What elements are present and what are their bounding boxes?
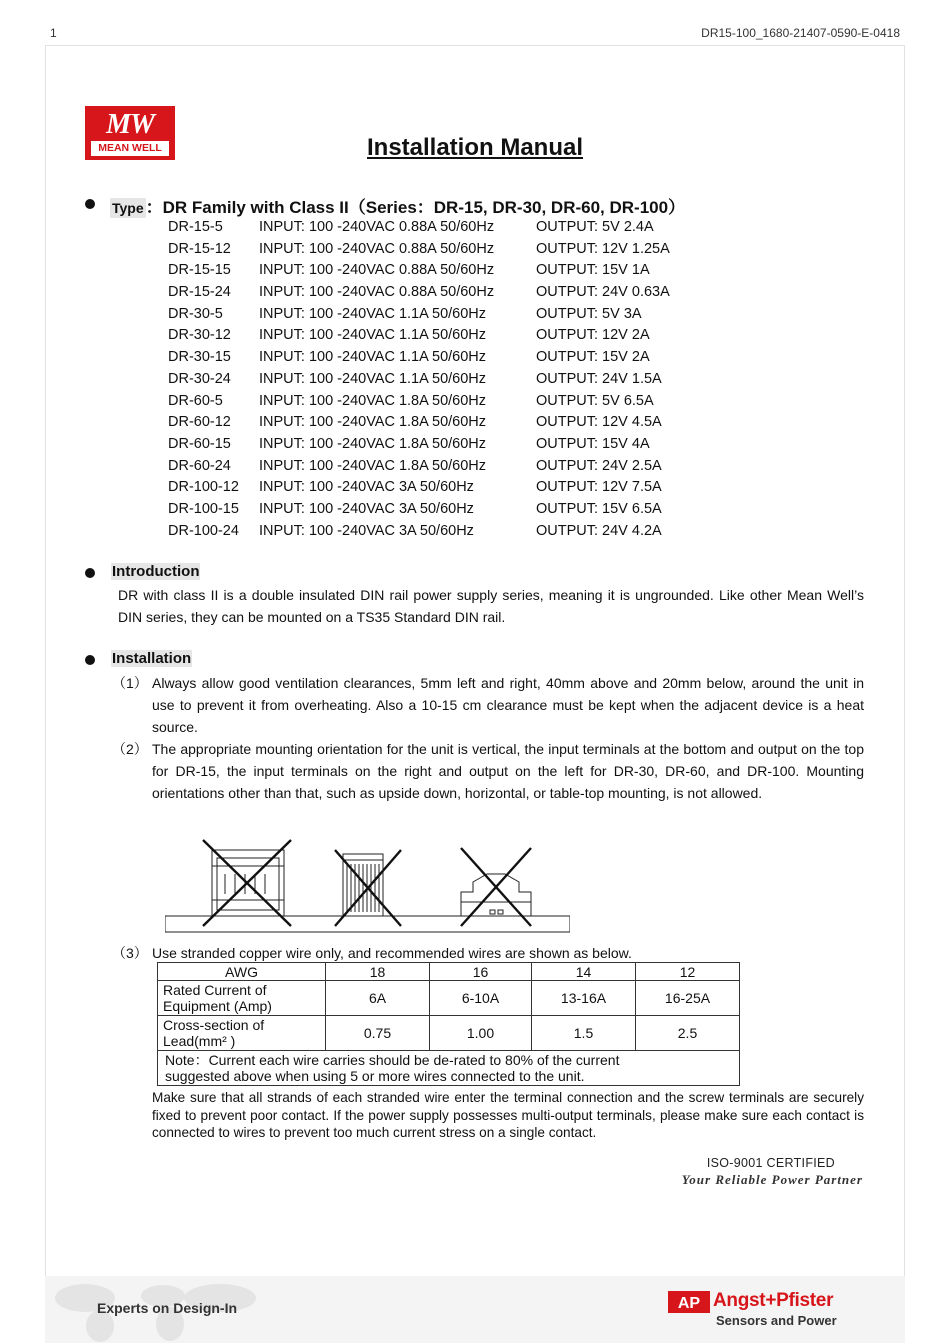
input-spec: INPUT: 100 -240VAC 1.1A 50/60Hz xyxy=(259,305,487,322)
installation-heading: Installation xyxy=(112,650,192,667)
iso-certification: ISO-9001 CERTIFIED xyxy=(706,1156,835,1170)
model-name: DR-15-12 xyxy=(168,240,231,257)
table-cell: 18 xyxy=(326,963,430,981)
item-2-text: The appropriate mounting orientation for the unit is vertical, the input terminals at the bottom and output on the top for DR-15, the input terminals on the right and output on the left for DR-30, DR-60, and DR-100. Mounting orientations other than that, such as upside down, horizontal, or table-top mounting, is not allowed. xyxy=(152,741,864,801)
input-spec: INPUT: 100 -240VAC 0.88A 50/60Hz xyxy=(259,240,495,257)
item-3-number: （3） xyxy=(112,945,148,961)
table-cell: 12 xyxy=(636,963,740,981)
slogan: Your Reliable Power Partner xyxy=(681,1172,863,1187)
awg-header: AWG xyxy=(158,963,326,981)
input-spec: INPUT: 100 -240VAC 3A 50/60Hz xyxy=(259,479,474,496)
output-spec: OUTPUT: 15V 2A xyxy=(536,349,650,366)
table-cell: 13-16A xyxy=(532,981,636,1016)
model-name: DR-60-15 xyxy=(168,435,231,452)
model-name: DR-60-5 xyxy=(168,392,223,409)
company-name: Angst+Pfister xyxy=(713,1290,834,1311)
input-spec: INPUT: 100 -240VAC 0.88A 50/60Hz xyxy=(259,284,495,301)
input-spec: INPUT: 100 -240VAC 1.8A 50/60Hz xyxy=(259,392,487,409)
table-cell: 6A xyxy=(326,981,430,1016)
table-row xyxy=(158,1016,740,1051)
output-spec: OUTPUT: 15V 6.5A xyxy=(536,500,662,517)
output-spec: OUTPUT: 24V 2.5A xyxy=(536,457,662,474)
model-name: DR-15-5 xyxy=(168,219,223,235)
output-spec: OUTPUT: 5V 3A xyxy=(536,305,642,322)
table-cell: 6-10A xyxy=(430,981,532,1016)
output-spec: OUTPUT: 5V 2.4A xyxy=(536,219,654,235)
output-spec: OUTPUT: 15V 1A xyxy=(536,262,650,279)
document-id: DR15-100_1680-21407-0590-E-0418 xyxy=(701,26,900,40)
model-name: DR-100-15 xyxy=(168,500,239,517)
table-cell: 1.00 xyxy=(430,1016,532,1051)
table-cell: 14 xyxy=(532,963,636,981)
item-3-text: Use stranded copper wire only, and recommended wires are shown as below. xyxy=(152,945,632,961)
bullet-icon xyxy=(85,199,95,209)
output-spec: OUTPUT: 24V 1.5A xyxy=(536,370,662,387)
input-spec: INPUT: 100 -240VAC 1.8A 50/60Hz xyxy=(259,414,487,431)
model-name: DR-30-24 xyxy=(168,370,231,387)
item-2-number: （2） xyxy=(112,741,148,757)
table-cell: 1.5 xyxy=(532,1016,636,1051)
input-spec: INPUT: 100 -240VAC 0.88A 50/60Hz xyxy=(259,262,495,279)
input-spec: INPUT: 100 -240VAC 1.1A 50/60Hz xyxy=(259,327,487,344)
output-spec: OUTPUT: 15V 4A xyxy=(536,435,650,452)
model-name: DR-60-24 xyxy=(168,457,231,474)
table-cell: 16 xyxy=(430,963,532,981)
model-name: DR-30-12 xyxy=(168,327,231,344)
logo-text: MEAN WELL xyxy=(91,141,169,156)
model-name: DR-30-15 xyxy=(168,349,231,366)
table-row xyxy=(158,963,740,981)
table-cell: 16-25A xyxy=(636,981,740,1016)
introduction-heading: Introduction xyxy=(112,563,200,580)
model-name: DR-15-15 xyxy=(168,262,231,279)
logo-mark: MW xyxy=(106,109,154,140)
upside-down-mount-unit xyxy=(343,854,383,916)
input-spec: INPUT: 100 -240VAC 0.88A 50/60Hz xyxy=(259,219,495,235)
input-spec: INPUT: 100 -240VAC 1.8A 50/60Hz xyxy=(259,457,487,474)
closing-text: Make sure that all strands of each stranded wire enter the terminal connection and the screw terminals are securely fixed to prevent poor contact. If the power supply possesses multi-output terminals, please make sure each contact is connected to wires to prevent too much current stress on a single contact. xyxy=(152,1090,864,1140)
footer-tagline: Experts on Design-In xyxy=(97,1300,238,1316)
input-spec: INPUT: 100 -240VAC 1.8A 50/60Hz xyxy=(259,435,487,452)
output-spec: OUTPUT: 12V 1.25A xyxy=(536,240,670,257)
model-name: DR-30-5 xyxy=(168,305,223,322)
output-spec: OUTPUT: 12V 7.5A xyxy=(536,479,662,496)
model-name: DR-100-24 xyxy=(168,522,239,539)
table-cell: 0.75 xyxy=(326,1016,430,1051)
type-text: ：DR Family with Class II（Series：DR-15, DR-30, DR-60, DR-100） xyxy=(145,198,686,217)
page-title: Installation Manual xyxy=(366,134,584,161)
output-spec: OUTPUT: 12V 4.5A xyxy=(536,414,662,431)
table-top-mount-unit xyxy=(461,874,531,916)
input-spec: INPUT: 100 -240VAC 3A 50/60Hz xyxy=(259,522,474,539)
input-spec: INPUT: 100 -240VAC 3A 50/60Hz xyxy=(259,500,474,517)
bullet-icon xyxy=(85,655,95,665)
bullet-icon xyxy=(85,568,95,578)
table-note: Note：Current each wire carries should be de-rated to 80% of the current suggested above when using 5 or more wires connected to the unit. xyxy=(158,1051,740,1086)
output-spec: OUTPUT: 24V 0.63A xyxy=(536,284,670,301)
page-number: 1 xyxy=(50,26,57,40)
model-name: DR-60-12 xyxy=(168,414,231,431)
item-1-text: Always allow good ventilation clearances, 5mm left and right, 40mm above and 20mm below, around the unit in use to prevent it from overheating. Also a 10-15 cm clearance must be kept when the adjacent device is a heat source. xyxy=(152,675,864,735)
output-spec: OUTPUT: 24V 4.2A xyxy=(536,522,662,539)
wire-gauge-table xyxy=(157,962,740,1086)
introduction-text: DR with class II is a double insulated DIN rail power supply series, meaning it is ungrounded. Like other Mean Well’s DIN series, they can be mounted on a TS35 Standard DIN rail. xyxy=(118,587,864,625)
angst-pfister-logo xyxy=(668,1291,710,1313)
type-label: Type xyxy=(112,200,144,216)
input-spec: INPUT: 100 -240VAC 1.1A 50/60Hz xyxy=(259,370,487,387)
current-header: Rated Current of Equipment (Amp) xyxy=(158,981,326,1016)
model-name: DR-15-24 xyxy=(168,284,231,301)
output-spec: OUTPUT: 5V 6.5A xyxy=(536,392,654,409)
logo-mark: AP xyxy=(677,1295,701,1312)
din-rail xyxy=(165,916,570,932)
table-row xyxy=(158,1051,740,1086)
model-name: DR-100-12 xyxy=(168,479,239,496)
company-subtitle: Sensors and Power xyxy=(716,1313,837,1328)
cross-section-header: Cross-section of Lead(mm² ) xyxy=(158,1016,326,1051)
mounting-orientation-diagram xyxy=(165,838,570,934)
type-heading xyxy=(110,193,685,218)
output-spec: OUTPUT: 12V 2A xyxy=(536,327,650,344)
item-1-number: （1） xyxy=(112,675,148,691)
input-spec: INPUT: 100 -240VAC 1.1A 50/60Hz xyxy=(259,349,487,366)
table-row xyxy=(158,981,740,1016)
table-cell: 2.5 xyxy=(636,1016,740,1051)
